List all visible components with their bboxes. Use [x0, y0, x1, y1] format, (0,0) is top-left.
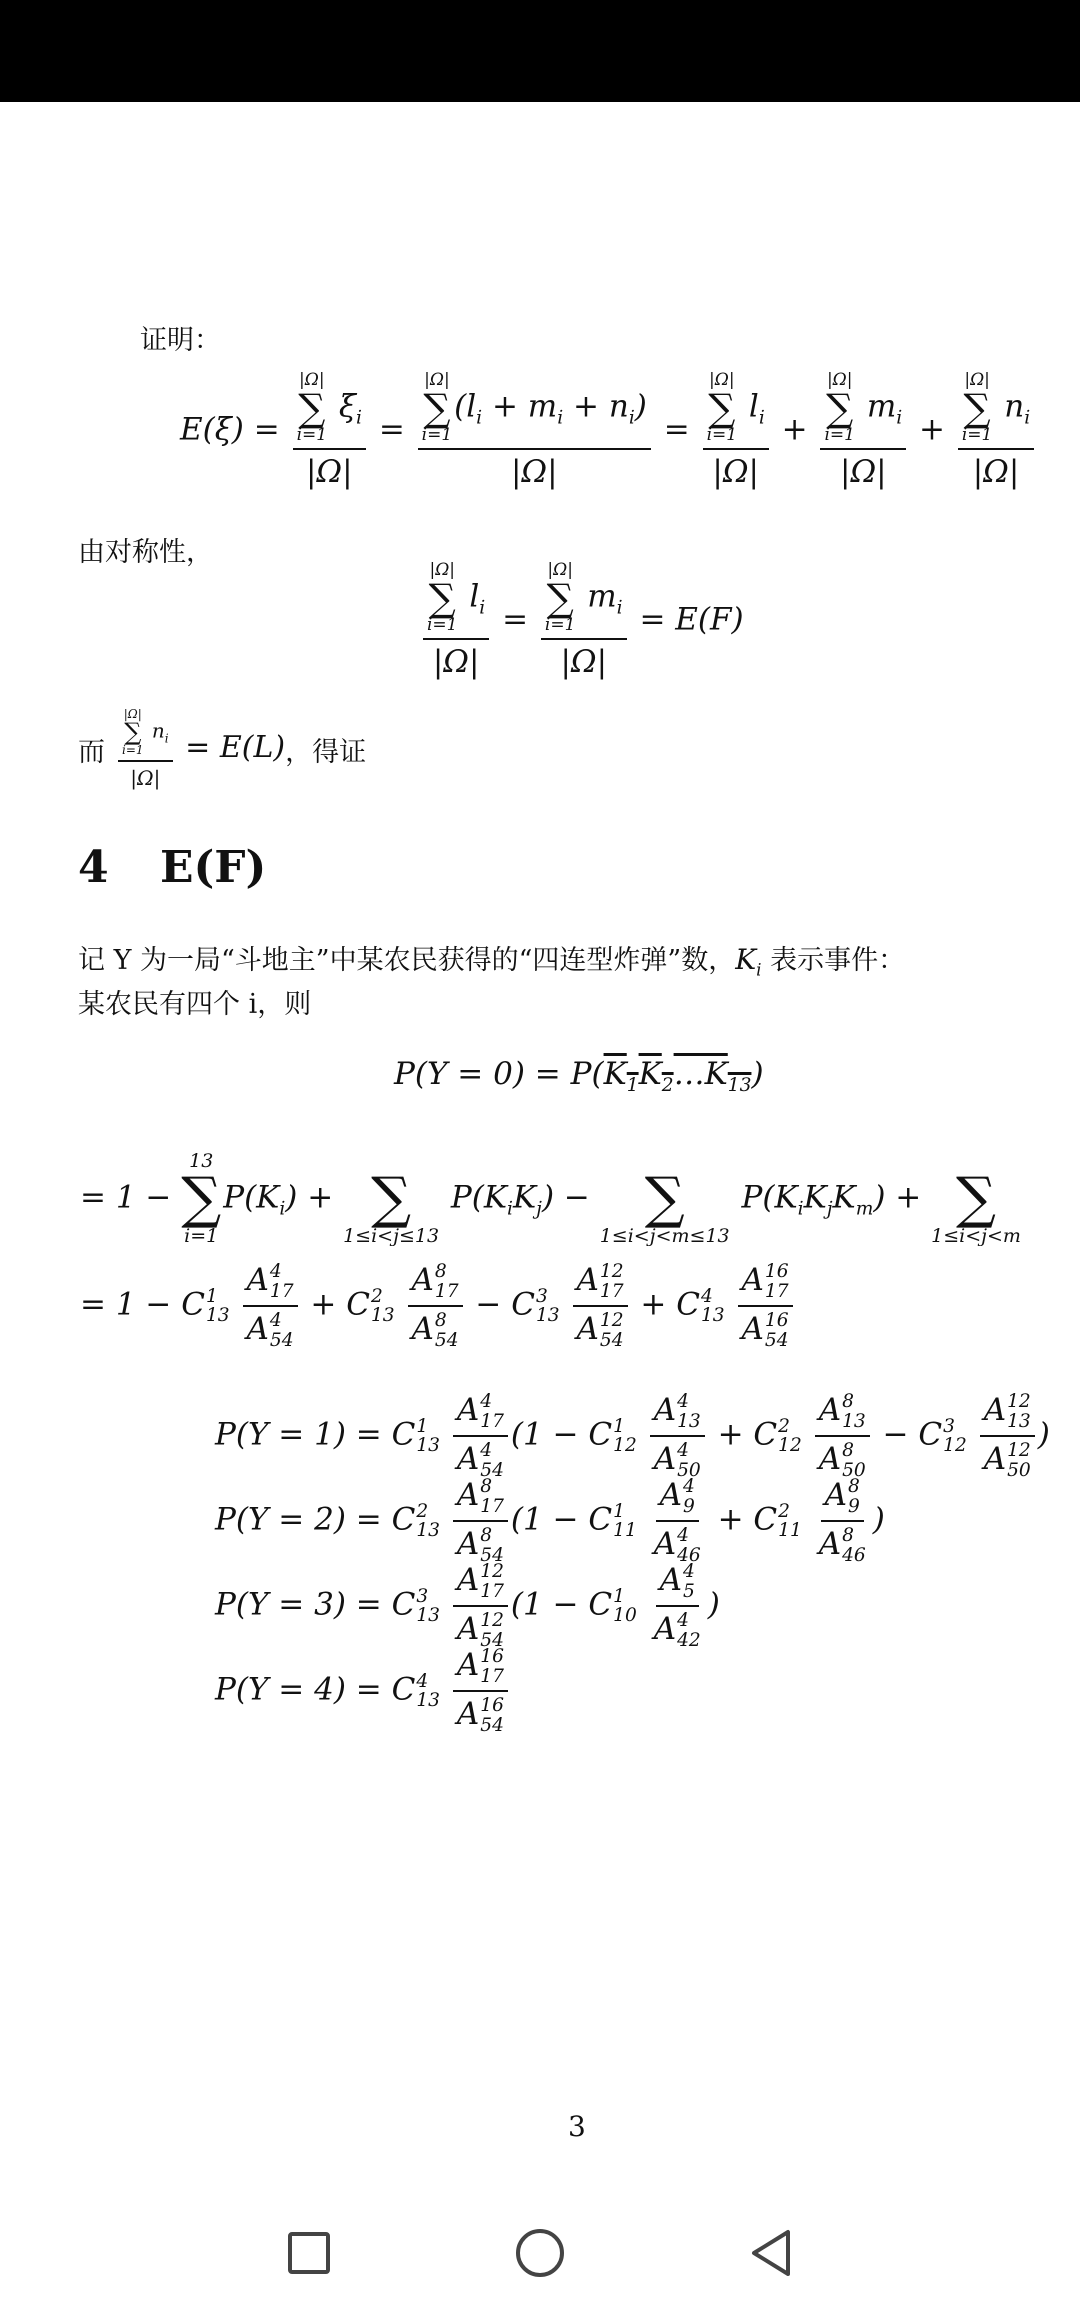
equation-inclusion-exclusion: = 1 − 13 ∑ i=1 $P(K_i)$ + ∑ 1≤i<j≤13 $P(K_iK_j)$ − ∑ 1≤i<j<m≤13 $P(K_iK_jK_m)$ + ∑ 1≤i<j<m: [80, 1152, 1021, 1246]
intro-line-1: [78, 938, 906, 980]
ki-symbol: $K_i$: [735, 943, 762, 980]
circle-icon[interactable]: [505, 2218, 575, 2288]
equation-p-y-0: $P(Y = 0) = P(K_1K_2\dots K_{13})$: [394, 1056, 764, 1097]
equation-ni: |Ω| ∑ i=1 $n_i$ |Ω| = E(L): [115, 708, 285, 790]
navigation-bar: [0, 2192, 1080, 2310]
page-number: 3: [568, 2110, 586, 2143]
conclusion-suffix: ，得证: [285, 736, 367, 768]
equation-p-y-2: P(Y = 2) = C 2 13 A 8 17 A 8 54 (1 − C 1 11 A 4 9 A 4 46 + C 2 11 A 8 9 A 8 46 ): [215, 1476, 885, 1566]
section-number: 4: [78, 842, 109, 893]
equation-p-y-3: P(Y = 3) = C 3 13 A 12 17 A 12 54 (1 − C 1 10 A 4 5 A 4 42 ): [215, 1561, 720, 1651]
proof-label: 证明：: [140, 325, 221, 356]
equation-expectation-xi: E(ξ) = |Ω| ∑ i=1 $\xi_i$ |Ω| = |Ω| ∑ i=1 $(l_i + m_i + n_i)$ |Ω| = |Ω| ∑ i=1 $l_i$ |Ω| + |Ω| ∑ i=1 $m_i$ |Ω| + |Ω| ∑ i=1 $n_i$ |Ω|: [180, 372, 1037, 490]
equation-p-y-4: P(Y = 4) = C 4 13 A 16 17 A 16 54: [215, 1647, 511, 1735]
conclusion-line: [78, 708, 366, 790]
status-bar: [0, 0, 1080, 102]
section-title: E(F): [159, 842, 267, 893]
equation-symmetry: |Ω| ∑ i=1 $l_i$ |Ω| = |Ω| ∑ i=1 $m_i$ |Ω| = E(F): [420, 562, 744, 680]
square-icon[interactable]: [274, 2218, 344, 2288]
equation-p-y-0-expanded: = 1 − C 1 13 A 4 17 A 4 54 + C 2 13 A 8 17 A 8 54 − C 3 13 A 12 17 A 12 54 + C 4 13 A 16 17 A 16 54: [80, 1262, 796, 1350]
intro-text-b: 表示事件：: [770, 945, 906, 976]
symmetry-label: 由对称性，: [78, 537, 213, 568]
intro-text-a: 记 Y 为一局“斗地主”中某农民获得的“四连型炸弹”数，: [78, 945, 736, 976]
intro-line-2: 某农民有四个 i，则: [78, 989, 312, 1020]
section-heading: [78, 842, 266, 893]
document-page: [0, 102, 1080, 2192]
equation-p-y-1: P(Y = 1) = C 1 13 A 4 17 A 4 54 (1 − C 1 12 A 4 13 A 4 50 + C 2 12 A 8 13 A 8 50 − C 3 12 A 12 13 A 12 50 ): [215, 1391, 1050, 1481]
triangle-back-icon[interactable]: [736, 2218, 806, 2288]
conclusion-prefix: 而: [78, 736, 105, 768]
